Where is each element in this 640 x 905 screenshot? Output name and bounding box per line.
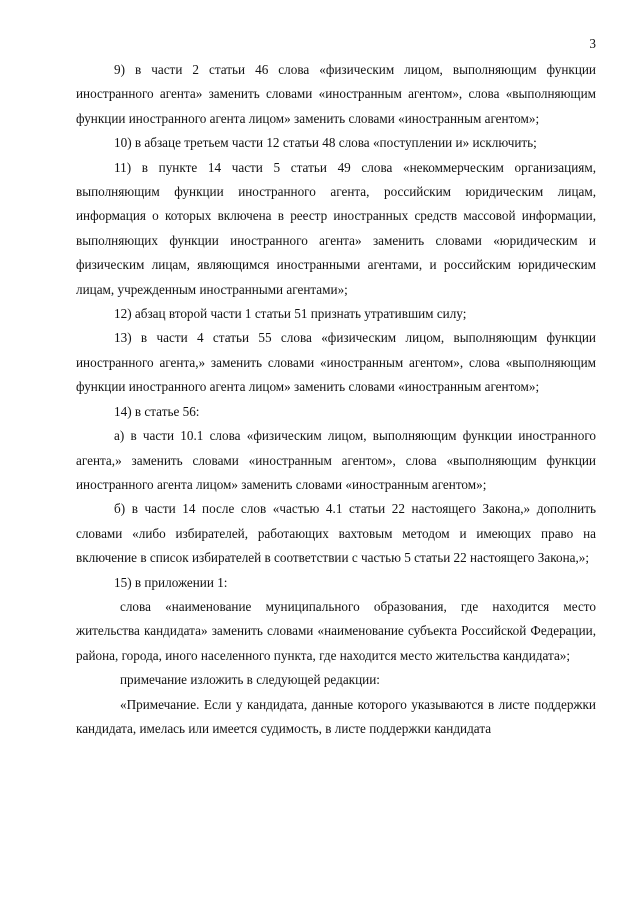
paragraph-item-14: 14) в статье 56: bbox=[114, 403, 200, 419]
paragraph-note-text: «Примечание. Если у кандидата, данные которого указываются в листе поддержки кандидата, имелась или имеется судимость, в листе поддержки кандидата bbox=[76, 696, 596, 736]
paragraph-item-15-note: примечание изложить в следующей редакции: bbox=[120, 672, 380, 688]
page-number: 3 bbox=[589, 36, 596, 51]
paragraph-item-15: 15) в приложении 1: bbox=[114, 574, 228, 590]
paragraph-item-15-words: слова «наименование муниципального образования, где находится место жительства кандидата» заменить словами «наименование субъекта Российской Федерации, района, города, иного населенного пункта, где находится место жительства кандидата»; bbox=[76, 598, 596, 663]
paragraph-item-12: 12) абзац второй части 1 статьи 51 признать утратившим силу; bbox=[114, 306, 467, 322]
paragraph-item-9: 9) в части 2 статьи 46 слова «физическим лицом, выполняющим функции иностранного агента» заменить словами «иностранным агентом», слова «выполняющим функции иностранного агента лицом» заменить словами «иностранным агентом»; bbox=[76, 62, 596, 126]
paragraph-item-11: 11) в пункте 14 части 5 статьи 49 слова «некоммерческим организациям, выполняющим функции иностранного агента, российским юридическим лицам, информация о которых включена в реестр иностранных средств массовой информации, выполняющих функции иностранного агента» заменить словами «юридическим и физическим лицам, являющимся иностранными агентами, и российским юридическим лицам, учрежденным иностранными агентами»; bbox=[76, 159, 596, 297]
paragraph-item-14a: а) в части 10.1 слова «физическим лицом, выполняющим функции иностранного агента,» заменить словами «иностранным агентом», слова «выполняющим функции иностранного агента лицом» заменить словами «иностранным агентом»; bbox=[76, 428, 596, 492]
paragraph-item-14b: б) в части 14 после слов «частью 4.1 статьи 22 настоящего Закона,» дополнить словами «либо избирателей, работающих вахтовым методом и имеющих право на включение в список избирателей в соответствии с частью 5 статьи 22 настоящего Закона,»; bbox=[76, 501, 596, 566]
paragraph-item-13: 13) в части 4 статьи 55 слова «физическим лицом, выполняющим функции иностранного агента,» заменить словами «иностранным агентом», слова «выполняющим функции иностранного агента лицом» заменить словами «иностранным агентом»; bbox=[76, 330, 596, 395]
paragraph-item-10: 10) в абзаце третьем части 12 статьи 48 слова «поступлении и» исключить; bbox=[114, 135, 537, 151]
